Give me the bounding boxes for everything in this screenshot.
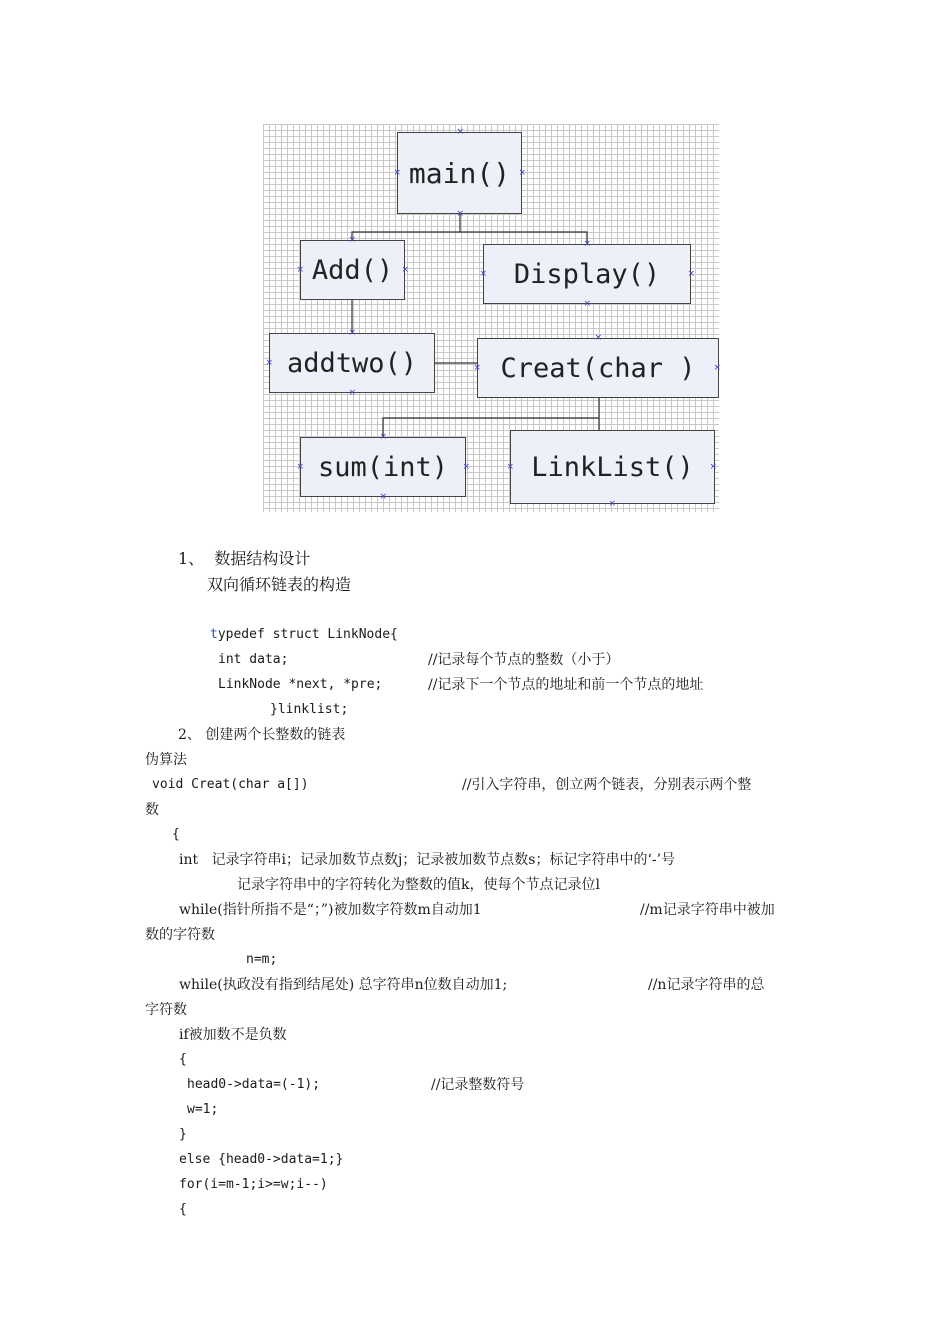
selection-handle-icon: ×: [348, 327, 357, 338]
section1-subtitle: 双向循环链表的构造: [207, 575, 352, 594]
while1-comment: //m记录字符串中被加: [640, 902, 775, 918]
struct-line-3-code: LinkNode *next, *pre;: [218, 677, 383, 692]
struct-line-1-rest: ypedef struct LinkNode{: [217, 627, 398, 642]
if-brace-close: }: [179, 1127, 187, 1142]
section1-heading: [178, 550, 310, 568]
selection-handle-icon: ×: [265, 357, 274, 368]
head-assign: head0->data=(-1);: [187, 1077, 321, 1092]
node-addtwo: [269, 333, 435, 393]
section1-title: 数据结构设计: [214, 549, 311, 568]
brace-open: {: [172, 827, 180, 842]
selection-handle-icon: ×: [583, 238, 592, 249]
node-display: [483, 244, 691, 304]
selection-handle-icon: ×: [462, 461, 471, 472]
creat-comment-wrap: 数: [145, 802, 159, 818]
node-linklist: [510, 430, 718, 504]
selection-handle-icon: ×: [296, 461, 305, 472]
node-main-label: main(): [408, 156, 511, 190]
int-line: int 记录字符串i；记录加数节点数j；记录被加数节点数s；标记字符串中的‘-’号: [179, 852, 676, 868]
while2-wrap: 字符数: [145, 1002, 187, 1018]
selection-handle-icon: ×: [583, 298, 592, 309]
node-sum: [300, 437, 466, 497]
creat-signature: void Creat(char a[]): [152, 777, 309, 792]
selection-handle-icon: ×: [456, 126, 465, 137]
node-addtwo-label: addtwo(): [286, 347, 418, 379]
creat-comment: //引入字符串，创立两个链表，分别表示两个整: [462, 777, 752, 793]
selection-handle-icon: ×: [348, 387, 357, 398]
section1-number: 1、: [178, 549, 205, 568]
selection-handle-icon: ×: [608, 498, 617, 509]
section2-title: 2、 创建两个长整数的链表: [178, 727, 346, 743]
selection-handle-icon: ×: [506, 461, 515, 472]
node-display-label: Display(): [513, 258, 661, 290]
selection-handle-icon: ×: [479, 268, 488, 279]
selection-handle-icon: ×: [379, 491, 388, 502]
for-brace-open: {: [179, 1202, 187, 1217]
int-line-2: 记录字符串中的字符转化为整数的值k，使每个节点记录位l: [237, 877, 600, 893]
selection-handle-icon: ×: [348, 234, 357, 245]
selection-handle-icon: ×: [296, 264, 305, 275]
selection-handle-icon: ×: [379, 431, 388, 442]
node-linklist-label: LinkList(): [531, 451, 694, 483]
if-brace-open: {: [179, 1052, 187, 1067]
while1-line: while(指针所指不是“；”)被加数字符数m自动加1: [179, 902, 482, 918]
else-line: else {head0->data=1;}: [179, 1152, 344, 1167]
head-comment: //记录整数符号: [431, 1077, 525, 1093]
call-hierarchy-diagram: [263, 124, 722, 512]
selection-handle-icon: ×: [401, 264, 410, 275]
selection-handle-icon: ×: [456, 208, 465, 219]
node-add: [300, 240, 405, 300]
struct-line-4: }linklist;: [270, 702, 349, 717]
struct-line-1: [210, 626, 398, 644]
node-main: [397, 132, 522, 214]
while2-line: while(执政没有指到结尾处) 总字符串n位数自动加1;: [179, 977, 508, 993]
selection-handle-icon: ×: [518, 167, 527, 178]
w-assign: w=1;: [187, 1102, 219, 1117]
node-add-label: Add(): [311, 254, 394, 286]
selection-handle-icon: ×: [709, 461, 718, 472]
selection-handle-icon: ×: [473, 362, 482, 373]
node-creat: [477, 338, 722, 398]
if-line: if被加数不是负数: [179, 1027, 287, 1043]
while2-comment: //n记录字符串的总: [648, 977, 765, 993]
n-assign: n=m;: [246, 952, 278, 967]
selection-handle-icon: ×: [594, 332, 603, 343]
struct-line-2-code: int data;: [218, 652, 289, 667]
struct-first-letter: t: [210, 627, 218, 642]
selection-handle-icon: ×: [713, 362, 722, 373]
node-sum-label: sum(int): [317, 451, 449, 483]
pseudo-label: 伪算法: [145, 752, 187, 768]
while1-wrap: 数的字符数: [145, 927, 215, 943]
selection-handle-icon: ×: [687, 268, 696, 279]
for-line: for(i=m-1;i>=w;i--): [179, 1177, 328, 1192]
selection-handle-icon: ×: [393, 167, 402, 178]
struct-line-3-comment: //记录下一个节点的地址和前一个节点的地址: [428, 677, 704, 693]
node-creat-label: Creat(char ): [500, 352, 696, 384]
struct-line-2-comment: //记录每个节点的整数（小于）: [428, 652, 620, 668]
